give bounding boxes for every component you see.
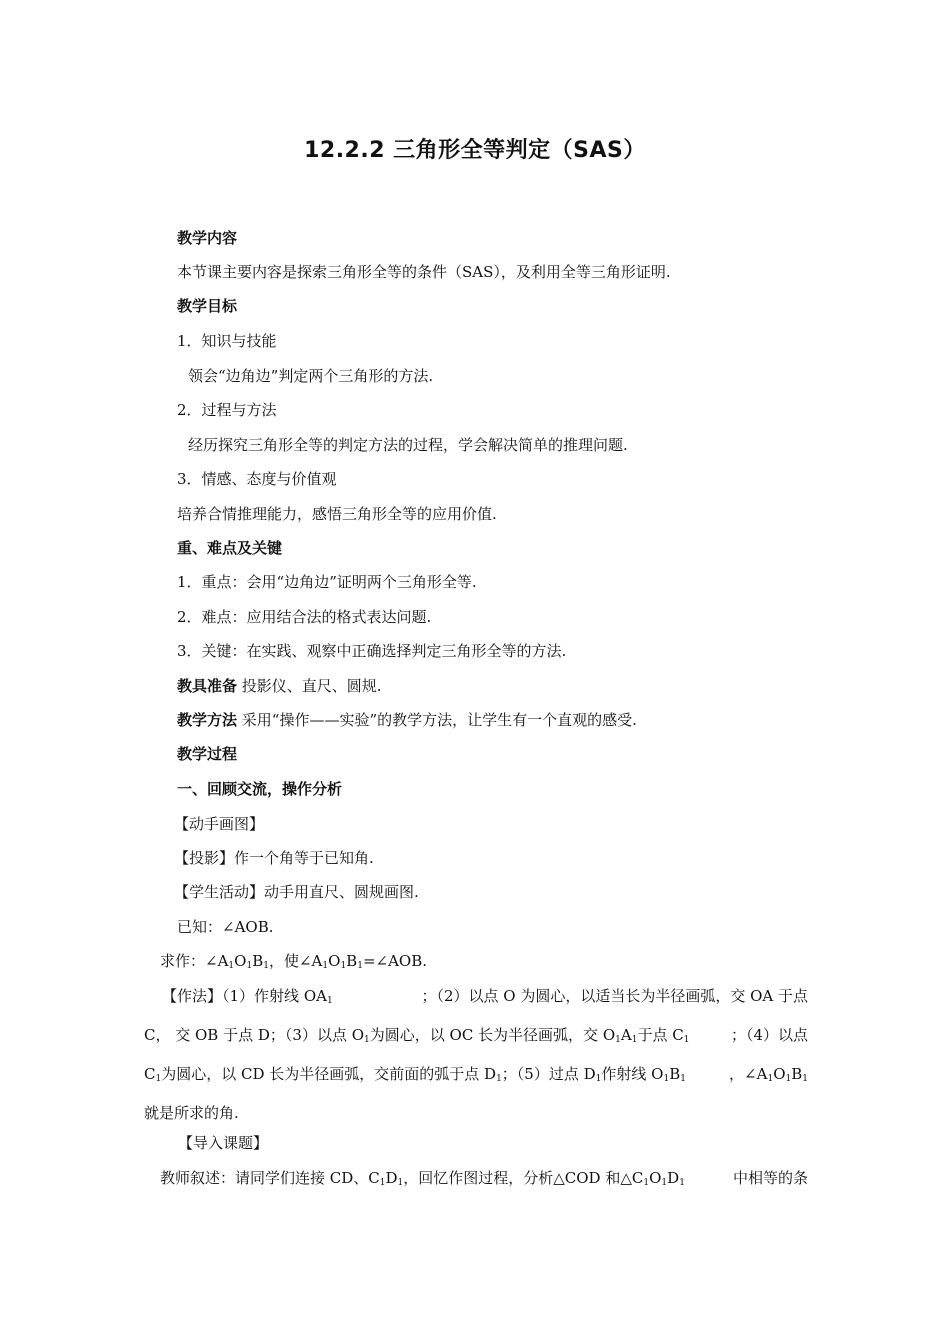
content-text: 本节课主要内容是探索三角形全等的条件（SAS），及利用全等三角形证明. [177, 263, 671, 281]
goal1-text: 领会“边角边”判定两个三角形的方法. [188, 367, 434, 385]
text: ；（4）以点 [730, 1026, 808, 1044]
text: 于点 C [637, 1026, 684, 1044]
sym: B [252, 952, 264, 970]
projection-tag: 【投影】 [174, 849, 235, 867]
seg [144, 1064, 686, 1089]
sub: 1 [661, 1178, 668, 1188]
activity-tag: 【学生活动】 [174, 883, 265, 901]
ask-line [160, 951, 427, 976]
sub: 1 [357, 961, 363, 971]
text: ，∠ [729, 1065, 757, 1083]
projection-text: 作一个角等于已知角. [234, 849, 374, 867]
steps-line-4: 就是所求的角. [144, 1104, 239, 1122]
sym: B [346, 952, 358, 970]
sym: B [669, 1065, 681, 1083]
section-heading-process: 教学过程 [177, 745, 238, 763]
section-heading-key: 重、难点及关键 [177, 539, 283, 557]
steps-line-3 [144, 1064, 808, 1089]
tools-text: 投影仪、直尺、圆规. [241, 677, 382, 695]
projection-line [174, 848, 374, 868]
text: 教师叙述：请同学们连接 CD、C [160, 1169, 380, 1187]
seg [144, 1025, 689, 1050]
text: 作射线 O [601, 1065, 664, 1083]
sub: 1 [228, 961, 235, 971]
sym: D [385, 1169, 398, 1187]
steps-paragraph [144, 986, 808, 1123]
page-title: 12.2.2 三角形全等判定（SAS） [304, 138, 646, 163]
goal1-label: 1．知识与技能 [177, 332, 277, 350]
sym: A [217, 952, 229, 970]
intro-tag: 【导入课题】 [178, 1134, 269, 1152]
sym: C [144, 1065, 156, 1083]
sub: 1 [785, 1074, 792, 1084]
sym: A [756, 1065, 768, 1083]
sub: 1 [683, 1035, 690, 1045]
sub: 1 [615, 1035, 621, 1045]
seg [160, 1168, 685, 1193]
sub: 1 [663, 1074, 670, 1084]
section-heading-content: 教学内容 [177, 229, 238, 247]
steps-line-2 [144, 1025, 808, 1050]
sym: O [328, 952, 341, 970]
activity-text: 动手用直尺、圆规画图. [264, 883, 419, 901]
teacher-line [160, 1168, 808, 1193]
ask-suffix: =∠AOB. [362, 952, 427, 970]
text: C， 交 OB 于点 D；（3）以点 O [144, 1026, 365, 1044]
sub: 1 [379, 1178, 386, 1188]
sym: O [234, 952, 247, 970]
key-point-3: 3．关键：在实践、观察中正确选择判定三角形全等的方法. [177, 642, 567, 660]
seg [729, 1064, 808, 1089]
sub: 1 [263, 961, 269, 971]
sub: 1 [340, 961, 347, 971]
key-point-1: 1．重点：会用“边角边”证明两个三角形全等. [177, 573, 477, 591]
text: 为圆心，以 OC 长为半径画弧，交 O [369, 1026, 616, 1044]
ask-prefix: 求作：∠ [160, 952, 218, 970]
tools-line [177, 676, 382, 696]
text: ；（2）以点 O 为圆心，以适当长为半径画弧，交 OA 于点 [421, 987, 808, 1005]
sub: 1 [246, 961, 253, 971]
part1-heading: 一、回顾交流，操作分析 [177, 780, 343, 798]
tag: 【作法】 [162, 987, 223, 1005]
sym: O [773, 1065, 786, 1083]
sub: 1 [397, 1178, 404, 1188]
steps-line-1 [162, 986, 808, 1011]
sym: A [316, 987, 327, 1005]
text: 中相等的条 [732, 1169, 808, 1187]
method-heading: 教学方法 [177, 711, 238, 729]
goal2-text: 经历探究三角形全等的判定方法的过程，学会解决简单的推理问题. [188, 436, 628, 454]
activity-line [174, 882, 419, 902]
section-heading-goals: 教学目标 [177, 297, 238, 315]
sub: 1 [155, 1074, 162, 1084]
text: ；（5）过点 D [501, 1065, 596, 1083]
text: ，回忆作图过程，分析△COD 和△C [403, 1169, 644, 1187]
draw-tag: 【动手画图】 [174, 815, 265, 833]
sub: 1 [680, 1074, 686, 1084]
sub: 1 [364, 1035, 370, 1045]
method-text: 采用“操作——实验”的教学方法，让学生有一个直观的感受. [241, 711, 637, 729]
known-text: 已知：∠AOB. [177, 918, 274, 936]
goal2-label: 2．过程与方法 [177, 401, 277, 419]
sym: A [311, 952, 323, 970]
goal3-text: 培养合情推理能力，感悟三角形全等的应用价值. [177, 505, 497, 523]
sub: 1 [767, 1074, 774, 1084]
method-line [177, 710, 637, 730]
sub: 1 [643, 1178, 650, 1188]
text: 为圆心，以 CD 长为半径画弧，交前面的弧于点 D [161, 1065, 497, 1083]
tools-heading: 教具准备 [177, 677, 238, 695]
sym: D [667, 1169, 680, 1187]
text: （1）作射线 O [222, 987, 317, 1005]
goal3-label: 3．情感、态度与价值观 [177, 470, 337, 488]
sym: A [620, 1026, 632, 1044]
teacher-paragraph [160, 1168, 808, 1193]
sub: 1 [595, 1074, 602, 1084]
key-point-2: 2．难点：应用结合法的格式表达问题. [177, 608, 432, 626]
ask-mid: ，使∠ [268, 952, 312, 970]
sym: O [649, 1169, 662, 1187]
sub: 1 [322, 961, 329, 971]
sub: 1 [631, 1035, 638, 1045]
method-tag [162, 986, 333, 1011]
sub: 1 [679, 1178, 685, 1188]
sub: 1 [496, 1074, 502, 1084]
sub: 1 [326, 996, 333, 1006]
sub: 1 [802, 1074, 808, 1084]
sym: B [791, 1065, 803, 1083]
